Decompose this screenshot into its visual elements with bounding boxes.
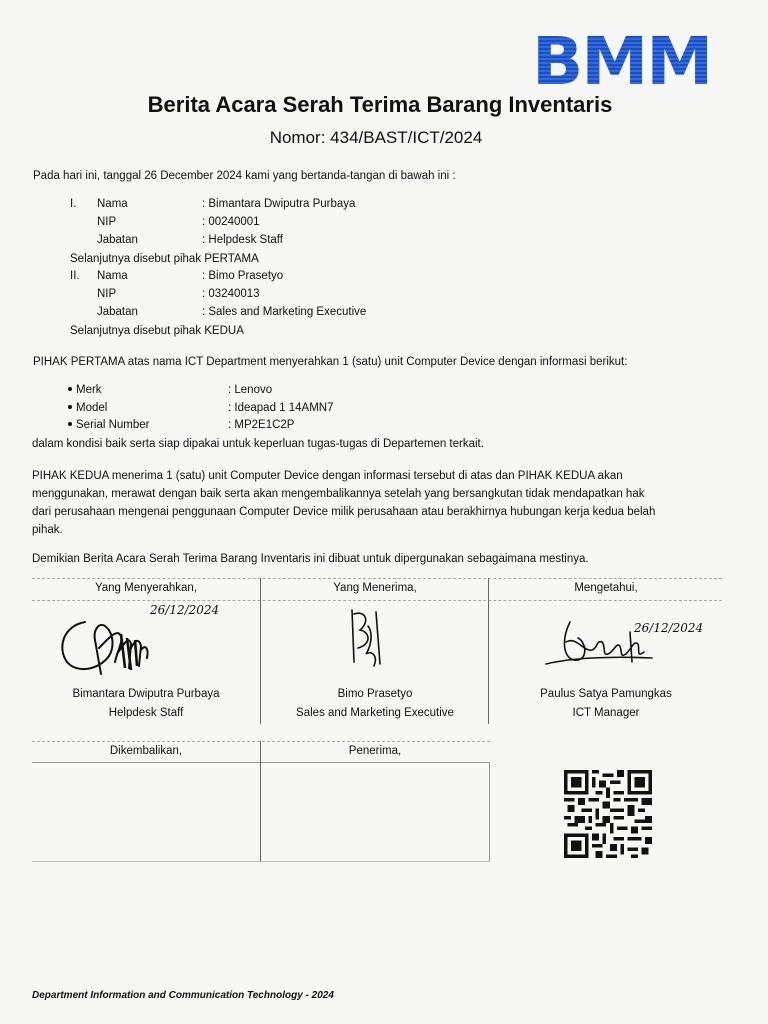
bullet-icon xyxy=(68,405,72,409)
handover-header: Yang Menyerahkan, xyxy=(94,582,198,594)
intro-text: Pada hari ini, tanggal 26 December 2024 kami yang bertanda-tangan di bawah ini : xyxy=(33,170,456,182)
party1-name-value: : Bimantara Dwiputra Purbaya xyxy=(202,198,356,210)
device-model-label-text: Model xyxy=(76,402,108,414)
table-top-border xyxy=(32,578,722,579)
closing-statement: Demikian Berita Acara Serah Terima Barang Inventaris ini dibuat untuk dipergunakan sebagaimana mestinya. xyxy=(32,553,589,565)
party2-position-value: : Sales and Marketing Executive xyxy=(202,306,367,318)
party1-nip-label: NIP xyxy=(97,216,117,228)
receiver-position: Sales and Marketing Executive xyxy=(296,707,454,719)
device-merk-label-text: Merk xyxy=(76,384,102,396)
receipt-line-1: PIHAK KEDUA menerima 1 (satu) unit Computer Device dengan informasi tersebut di atas dan PIHAK KEDUA akan xyxy=(32,470,623,482)
bullet-icon xyxy=(68,422,72,426)
return-right-border xyxy=(489,762,490,861)
header-divider xyxy=(32,600,722,601)
return-table-bottom-border xyxy=(32,861,490,862)
qr-code-icon xyxy=(560,770,656,858)
document-number: Nomor: 434/BAST/ICT/2024 xyxy=(269,128,483,147)
column-divider-1 xyxy=(260,578,261,724)
party2-name-value: : Bimo Prasetyo xyxy=(202,270,284,282)
acknowledged-signature xyxy=(540,612,660,678)
device-serial-label-text: Serial Number xyxy=(76,419,150,431)
handover-statement: PIHAK PERTAMA atas nama ICT Department menyerahkan 1 (satu) unit Computer Device dengan informasi berikut: xyxy=(33,356,628,368)
receipt-line-4: pihak. xyxy=(32,524,63,536)
party1-position-label: Jabatan xyxy=(97,234,138,246)
handover-signature xyxy=(55,608,165,680)
device-serial-value: : MP2E1C2P xyxy=(228,419,295,431)
party2-closing: Selanjutnya disebut pihak KEDUA xyxy=(70,325,244,337)
party1-name-label: Nama xyxy=(97,198,128,210)
logo-text: BMM xyxy=(532,30,732,94)
receiver-header: Yang Menerima, xyxy=(333,582,417,594)
party1-closing: Selanjutnya disebut pihak PERTAMA xyxy=(70,253,259,265)
receipt-line-2: menggunakan, merawat dengan baik serta akan mengembalikannya setelah yang bersangkutan tidak mendapatkan hak xyxy=(32,488,645,500)
party1-position-value: : Helpdesk Staff xyxy=(202,234,283,246)
device-merk-label xyxy=(68,384,102,396)
returned-header: Dikembalikan, xyxy=(109,745,183,757)
handover-position: Helpdesk Staff xyxy=(108,707,184,719)
device-model-value: : Ideapad 1 14AMN7 xyxy=(228,402,334,414)
party1-numeral: I. xyxy=(70,198,77,210)
acknowledged-name: Paulus Satya Pamungkas xyxy=(540,688,672,700)
party2-position-label: Jabatan xyxy=(97,306,138,318)
acknowledged-position: ICT Manager xyxy=(572,707,640,719)
handover-name: Bimantara Dwiputra Purbaya xyxy=(72,688,220,700)
document-title: Berita Acara Serah Terima Barang Inventaris xyxy=(147,92,613,117)
return-header-divider xyxy=(32,762,490,763)
acknowledged-header: Mengetahui, xyxy=(574,582,638,594)
party2-nip-label: NIP xyxy=(97,288,117,300)
footer-text: Department Information and Communication Technology - 2024 xyxy=(32,990,334,1001)
receiver-name: Bimo Prasetyo xyxy=(337,688,413,700)
acknowledged-date-handwritten: 26/12/2024 xyxy=(634,621,704,635)
return-column-divider xyxy=(260,741,261,861)
bullet-icon xyxy=(68,387,72,391)
device-serial-label xyxy=(68,419,150,431)
device-model-label xyxy=(68,402,107,414)
return-receiver-header: Penerima, xyxy=(348,745,402,757)
device-merk-value: : Lenovo xyxy=(228,384,273,396)
company-logo xyxy=(532,23,728,100)
return-table-top-border xyxy=(32,741,490,742)
condition-text: dalam kondisi baik serta siap dipakai untuk keperluan tugas-tugas di Departemen terkait. xyxy=(32,438,484,450)
handover-date-handwritten: 26/12/2024 xyxy=(150,603,220,617)
receipt-line-3: dari perusahaan mengenai penggunaan Computer Device milik perusahaan atau berakhirnya hubungan kerja kedua belah xyxy=(32,506,656,518)
party2-name-label: Nama xyxy=(97,270,128,282)
column-divider-2 xyxy=(488,578,489,724)
party2-nip-value: : 03240013 xyxy=(202,288,260,300)
receiver-signature xyxy=(340,604,400,682)
party2-numeral: II. xyxy=(70,270,80,282)
party1-nip-value: : 00240001 xyxy=(202,216,260,228)
